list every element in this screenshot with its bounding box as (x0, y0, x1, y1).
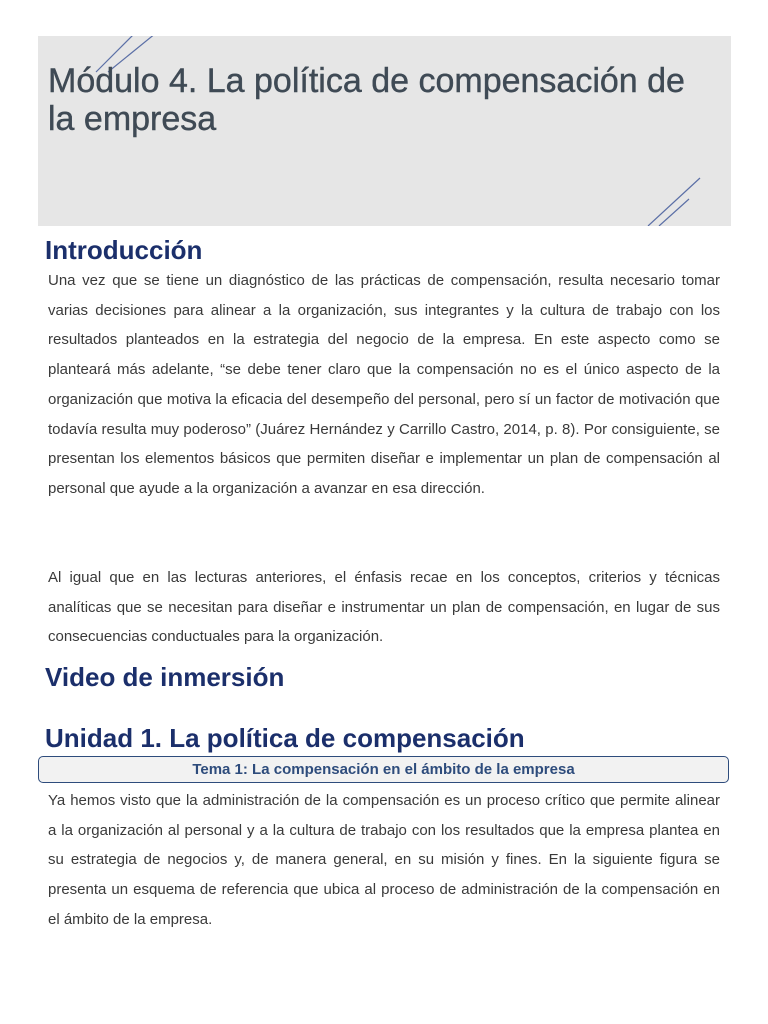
module-title: Módulo 4. La política de compensación de la empresa (48, 62, 685, 138)
topic-1-label: Tema 1: La compensación en el ámbito de la empresa (192, 761, 575, 778)
video-heading: Video de inmersión (45, 662, 285, 692)
introduction-paragraph-1: Una vez que se tiene un diagnóstico de las prácticas de compensación, resulta necesario tomar varias decisiones para alinear a la organización, sus integrantes y la cultura de trabajo con los resultados planteados en la estrategia del negocio de la empresa. En este aspecto como se planteará más adelante, “se debe tener claro que la compensación no es el único aspecto de la organización que motiva la eficacia del desempeño del personal, pero sí un factor de motivación que todavía resulta muy poderoso” (Juárez Hernández y Carrillo Castro, 2014, p. 8). Por consiguiente, se presentan los elementos básicos que permiten diseñar e implementar un plan de compensación al personal que ayude a la organización a avanzar en esa dirección. (48, 272, 720, 497)
introduction-heading: Introducción (45, 235, 203, 265)
header-banner (38, 36, 731, 226)
unit-1-heading: Unidad 1. La política de compensación (45, 723, 525, 753)
topic-1-box (38, 756, 729, 783)
unit-1-paragraph: Ya hemos visto que la administración de la compensación es un proceso crítico que permite alinear a la organización al personal y a la cultura de trabajo con los resultados que la empresa plantea en su estrategia de negocios y, de manera general, en su misión y fines. En la siguiente figura se presenta un esquema de referencia que ubica al proceso de administración de la compensación en el ámbito de la empresa. (48, 792, 720, 928)
introduction-paragraph-2: Al igual que en las lecturas anteriores, el énfasis recae en los conceptos, criterios y técnicas analíticas que se necesitan para diseñar e instrumentar un plan de compensación, en lugar de sus consecuencias conductuales para la organización. (48, 569, 720, 646)
